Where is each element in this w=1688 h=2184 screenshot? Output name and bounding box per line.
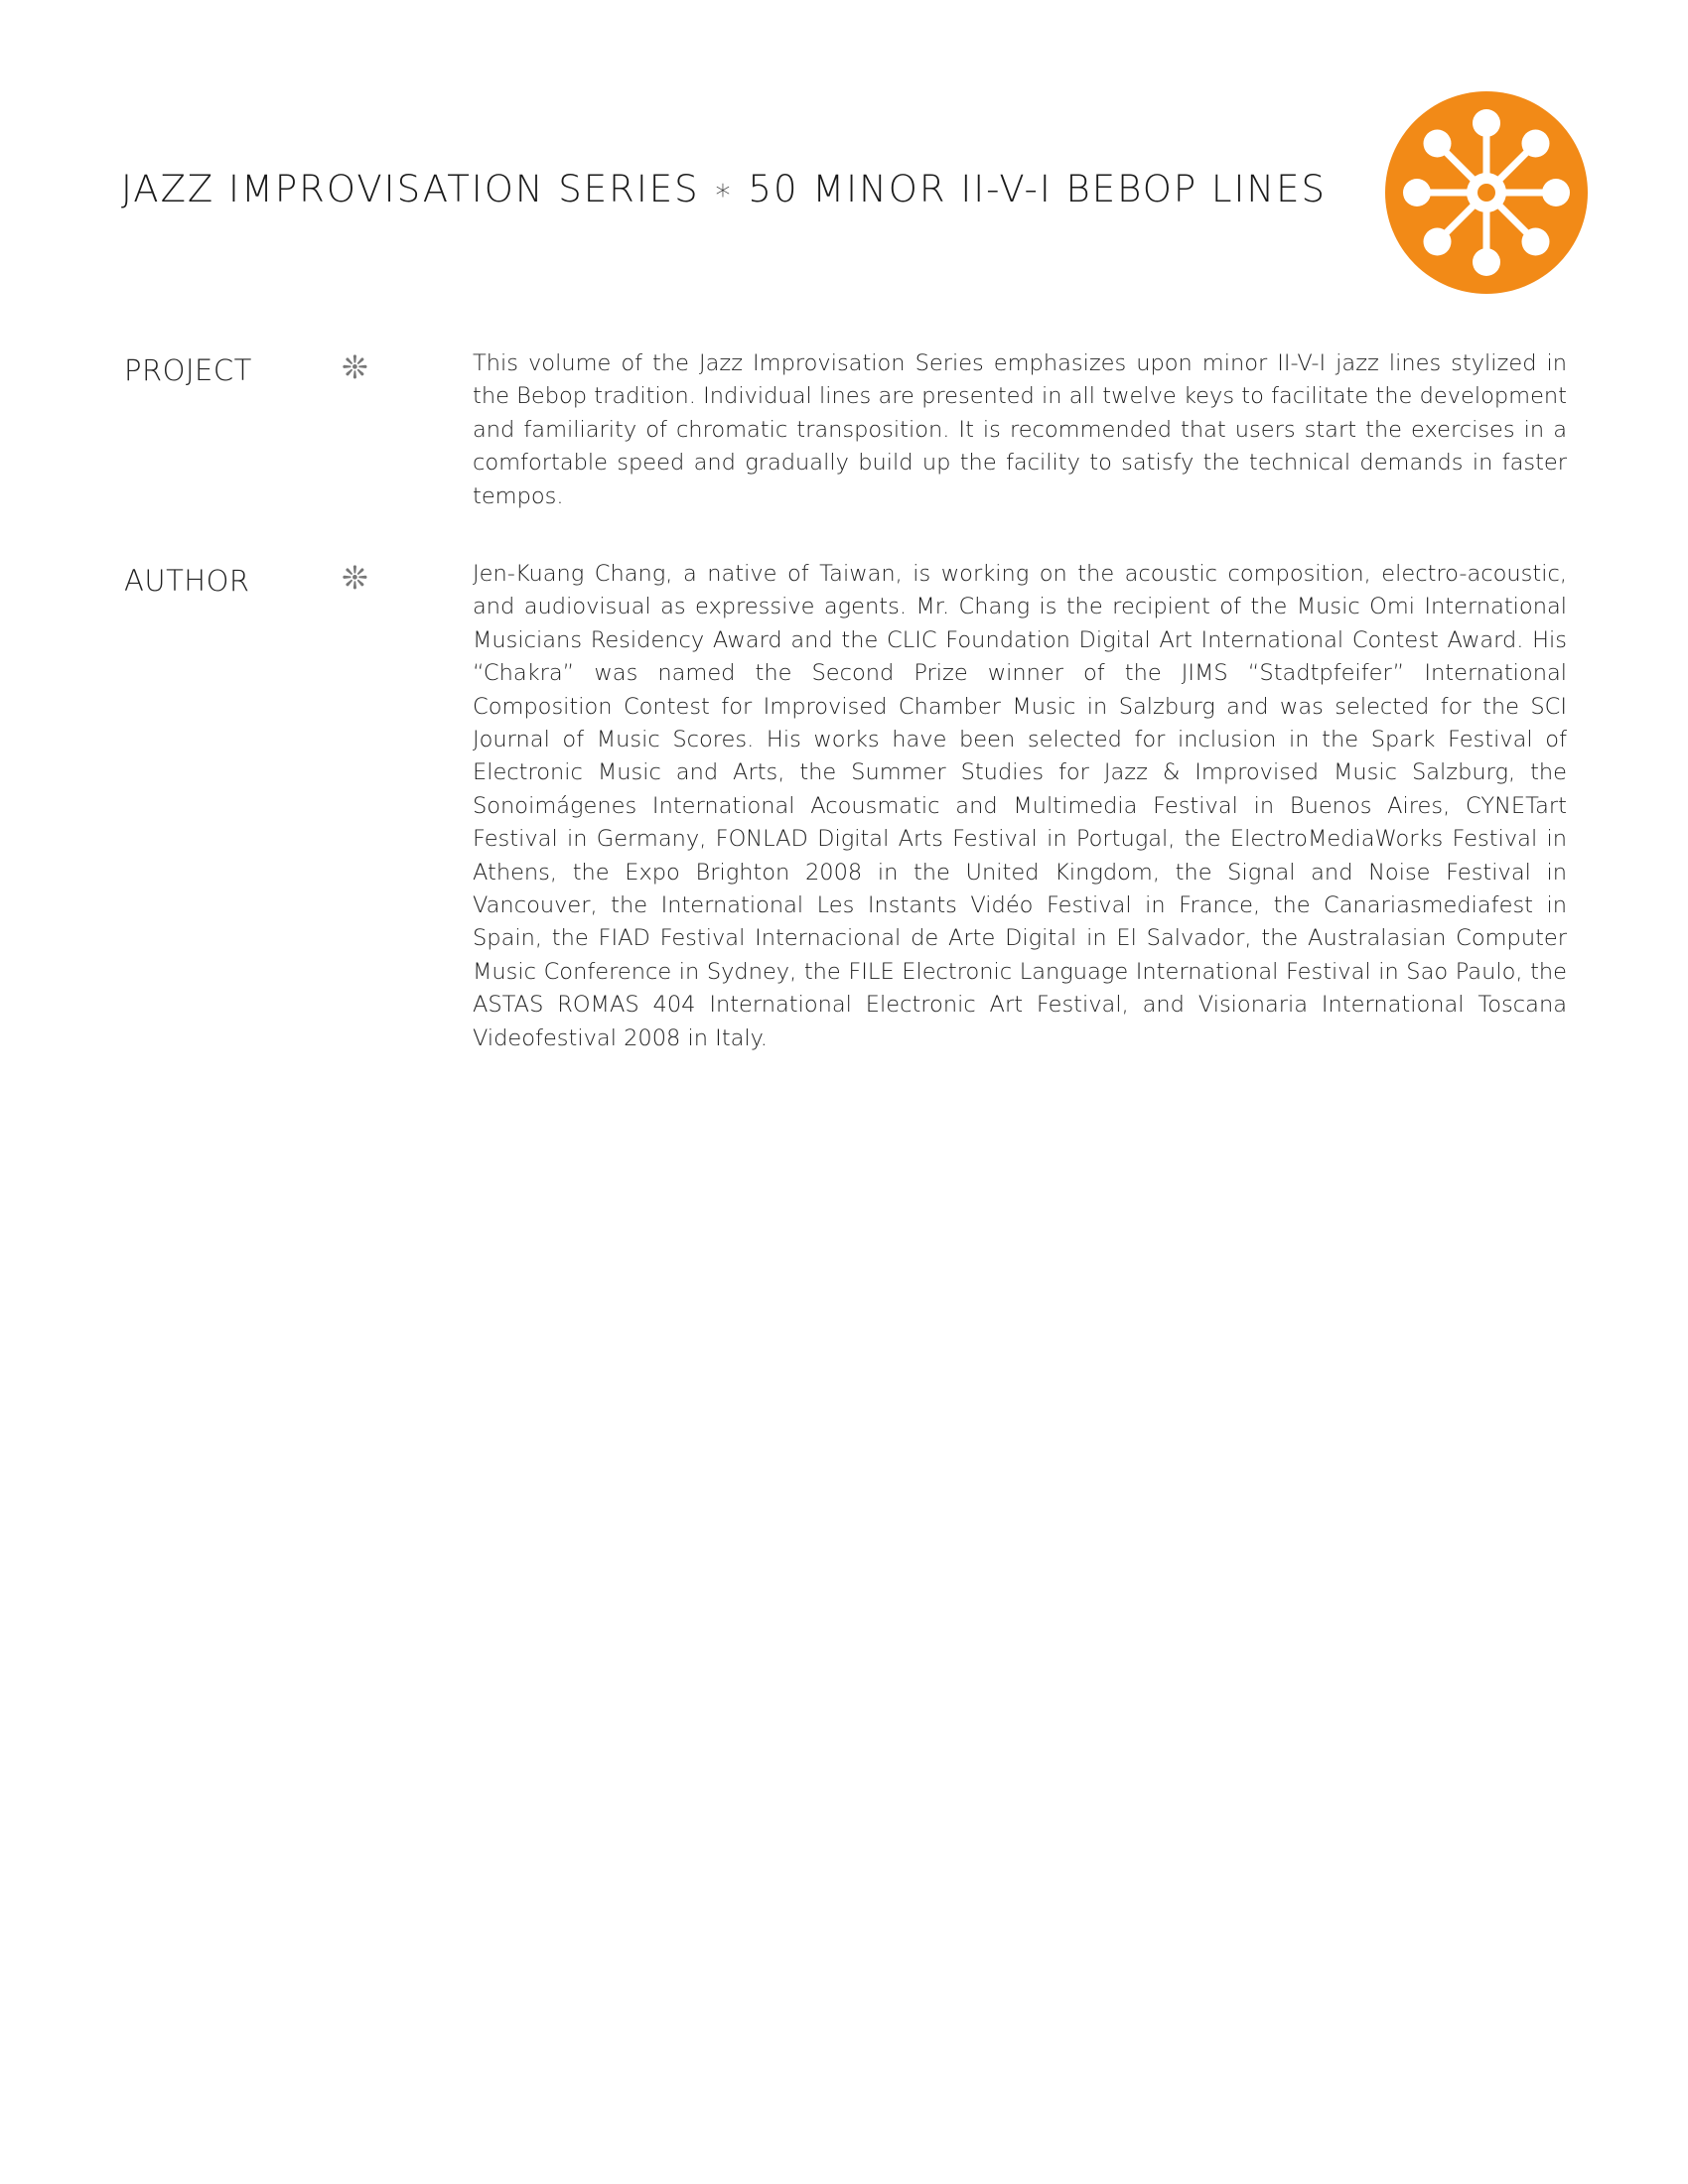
page-title (121, 165, 1327, 215)
series-title: JAZZ IMPROVISATION SERIES (121, 168, 700, 210)
asterisk-bullet-icon: ❊ (342, 559, 368, 597)
asterisk-bullet-icon: ❊ (342, 348, 368, 386)
orange-flower-logo-icon (1383, 89, 1590, 296)
section-label-author: AUTHOR (124, 564, 250, 598)
section-label-project: PROJECT (124, 353, 252, 387)
project-description: This volume of the Jazz Improvisation Series emphasizes upon minor II-V-I jazz lines stylized in the Bebop tradition. Individual lines are presented in all twelve keys to facilitate the development and familiarity of chromatic transposition. It is recommended that users start the exercises in a comfortable speed and gradually build up the facility to satisfy the technical demands in faster tempos. (473, 350, 1567, 509)
volume-title: 50 MINOR II-V-I BEBOP LINES (748, 168, 1327, 210)
author-biography: Jen-Kuang Chang, a native of Taiwan, is working on the acoustic composition, electro-acoustic, and audiovisual as expressive agents. Mr. Chang is the recipient of the Music Omi International Musicians Residency Award and the CLIC Foundation Digital Art International Contest Award. His “Chakra” was named the Second Prize winner of the JIMS “Stadtpfeifer” International Composition Contest for Improvised Chamber Music in Salzburg and was selected for the SCI Journal of Music Scores. His works have been selected for inclusion in the Spark Festival of Electronic Music and Arts, the Summer Studies for Jazz & Improvised Music Salzburg, the Sonoimágenes International Acousmatic and Multimedia Festival in Buenos Aires, CYNETart Festival in Germany, FONLAD Digital Arts Festival in Portugal, the ElectroMediaWorks Festival in Athens, the Expo Brighton 2008 in the United Kingdom, the Signal and Noise Festival in Vancouver, the International Les Instants Vidéo Festival in France, the Canariasmediafest in Spain, the FIAD Festival Internacional de Arte Digital in El Salvador, the Australasian Computer Music Conference in Sydney, the FILE Electronic Language International Festival in Sao Paulo, the ASTAS ROMAS 404 International Electronic Art Festival, and Visionaria International Toscana Videofestival 2008 in Italy. (473, 561, 1567, 1051)
title-separator: ∗ (713, 173, 735, 207)
